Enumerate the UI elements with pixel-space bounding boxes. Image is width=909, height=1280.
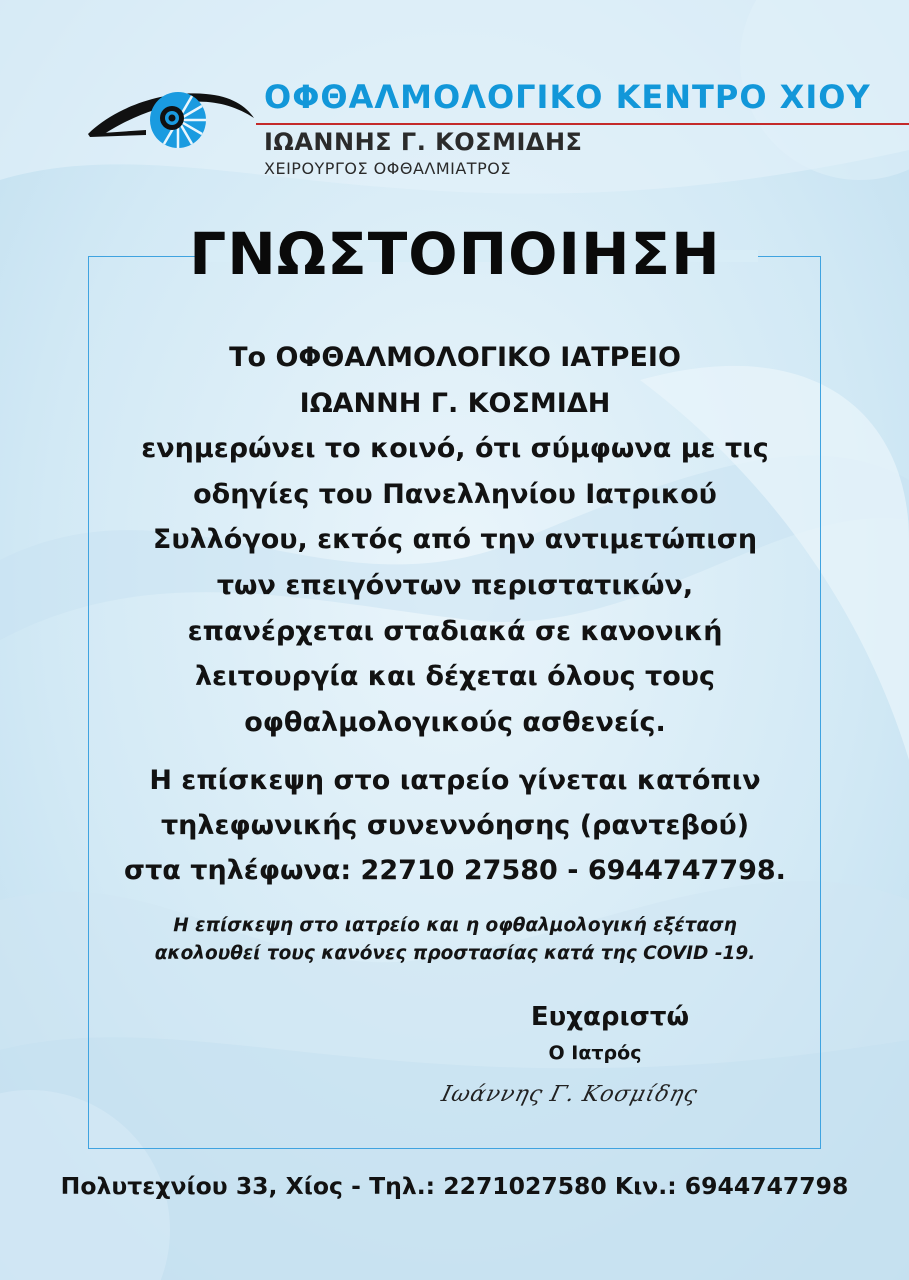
body-line: Συλλόγου, εκτός από την αντιμετώπιση [152, 524, 758, 556]
doctor-role: Ο Ιατρός [548, 1042, 642, 1064]
body-line: λειτουργία και δέχεται όλους τους [194, 661, 716, 693]
body-line: ΙΩΑΝΝΗ Γ. ΚΟΣΜΙΔΗ [299, 387, 611, 419]
doctor-name: ΙΩΑΝΝΗΣ Γ. ΚΟΣΜΙΔΗΣ [264, 128, 583, 156]
body-line: ενημερώνει το κοινό, ότι σύμφωνα με τις [141, 433, 769, 465]
body-line: οφθαλμολογικούς ασθενείς. [244, 706, 666, 738]
clinic-name: ΟΦΘΑΛΜΟΛΟΓΙΚΟ ΚΕΝΤΡΟ ΧΙΟΥ [264, 78, 871, 116]
notice-body [90, 335, 820, 745]
covid-line: ακολουθεί τους κανόνες προστασίας κατά της COVID -19. [154, 943, 756, 964]
visit-line: Η επίσκεψη στο ιατρείο γίνεται κατόπιν [149, 765, 761, 796]
signature-text: Ιωάννης Γ. Κοσμίδης [438, 1082, 701, 1107]
signature [438, 1072, 782, 1122]
visit-line: τηλεφωνικής συνεννόησης (ραντεβού) [160, 810, 750, 841]
eye-logo-icon [86, 88, 261, 158]
footer-address: Πολυτεχνίου 33, Χίος - Τηλ.: 2271027580 Κιν.: 6944747798 [60, 1172, 849, 1200]
body-line: επανέρχεται σταδιακά σε κανονική [187, 615, 723, 647]
body-line: των επειγόντων περιστατικών, [216, 569, 694, 601]
header-divider [256, 123, 909, 125]
visit-line: στα τηλέφωνα: 22710 27580 - 6944747798. [124, 855, 786, 886]
covid-line: Η επίσκεψη στο ιατρείο και η οφθαλμολογική εξέταση [173, 915, 737, 936]
body-line: οδηγίες του Πανελληνίου Ιατρικού [193, 478, 717, 510]
notice-title: ΓΝΩΣΤΟΠΟΙΗΣΗ [189, 220, 721, 288]
thanks-text: Ευχαριστώ [530, 1002, 690, 1032]
visit-info [90, 758, 820, 893]
covid-notice [90, 912, 820, 968]
doctor-title: ΧΕΙΡΟΥΡΓΟΣ ΟΦΘΑΛΜΙΑΤΡΟΣ [264, 159, 511, 178]
body-line: Το ΟΦΘΑΛΜΟΛΟΓΙΚΟ ΙΑΤΡΕΙΟ [229, 342, 681, 373]
